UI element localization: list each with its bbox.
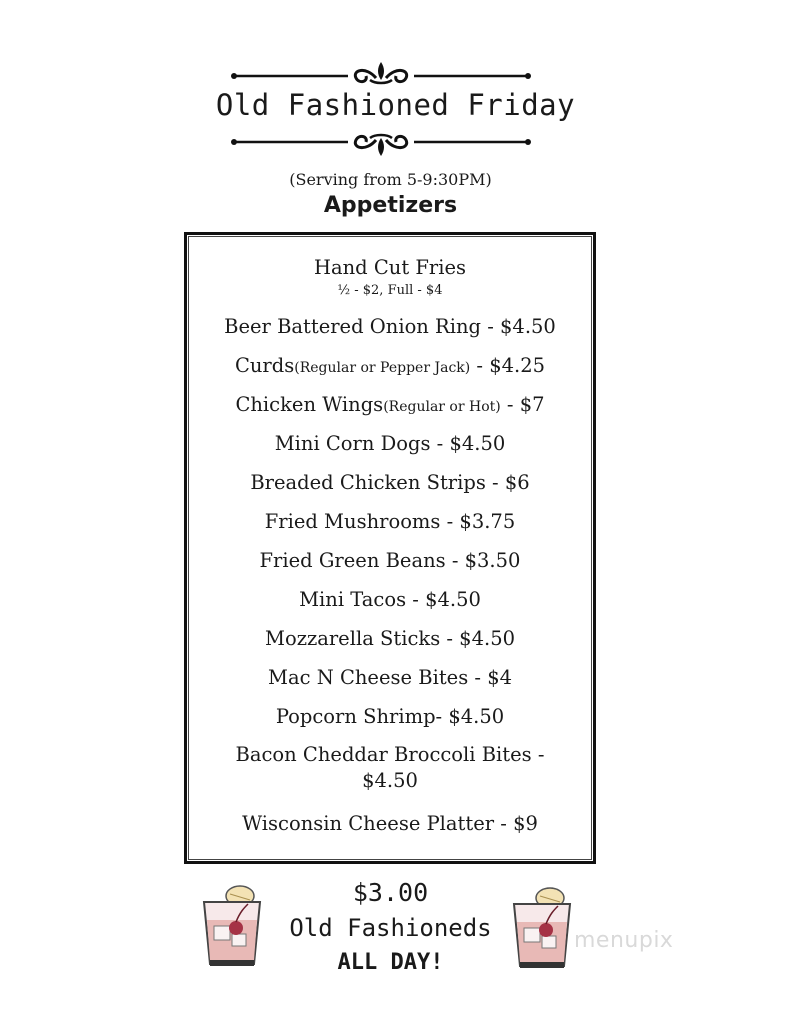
- menu-item-broccoli-bites-price: $4.50: [362, 769, 418, 792]
- menu-item-wings-note: (Regular or Hot): [383, 399, 501, 415]
- promo-price: $3.00: [352, 878, 429, 907]
- menu-item-curds-note: (Regular or Pepper Jack): [294, 360, 471, 376]
- old-fashioned-glass-icon: [506, 882, 578, 972]
- menu-item-fried-green-beans: Fried Green Beans - $3.50: [259, 549, 521, 572]
- menu-item-popcorn-shrimp: Popcorn Shrimp- $4.50: [275, 705, 505, 728]
- appetizer-menu-box: [184, 232, 596, 864]
- menu-item-cheese-platter: Wisconsin Cheese Platter - $9: [242, 812, 538, 835]
- menu-item-broccoli-bites: Bacon Cheddar Broccoli Bites -: [235, 743, 545, 766]
- watermark-text: menupix: [574, 928, 674, 953]
- top-scroll-ornament-icon: [230, 58, 532, 88]
- menu-item-curds-name: Curds: [234, 354, 295, 377]
- promo-all-day: ALL DAY!: [337, 950, 444, 975]
- menu-item-fried-mushrooms: Fried Mushrooms - $3.75: [264, 510, 516, 533]
- menu-item-curds-price: - $4.25: [470, 354, 546, 377]
- page-title: Old Fashioned Friday: [215, 88, 576, 122]
- menu-item-mini-tacos: Mini Tacos - $4.50: [299, 588, 481, 611]
- menu-item-chicken-strips: Breaded Chicken Strips - $6: [250, 471, 530, 494]
- section-title-appetizers: Appetizers: [323, 193, 458, 218]
- serving-hours: (Serving from 5-9:30PM): [289, 170, 492, 189]
- menu-item-wings-price: - $7: [500, 393, 545, 416]
- promo-name: Old Fashioneds: [289, 914, 492, 942]
- menu-item-mozzarella-sticks: Mozzarella Sticks - $4.50: [264, 627, 516, 650]
- menu-item-mini-corn-dogs: Mini Corn Dogs - $4.50: [274, 432, 506, 455]
- menu-item-wings-name: Chicken Wings: [235, 393, 384, 416]
- menu-item-hand-cut-fries: Hand Cut Fries: [313, 256, 467, 279]
- menu-item-curds: [187, 353, 593, 381]
- menu-item-mac-n-cheese-bites: Mac N Cheese Bites - $4: [267, 666, 513, 689]
- bottom-scroll-ornament-icon: [230, 130, 532, 160]
- menu-item-chicken-wings: [187, 392, 593, 420]
- menu-item-onion-ring: Beer Battered Onion Ring - $4.50: [224, 315, 556, 338]
- menu-item-hand-cut-fries-prices: ½ - $2, Full - $4: [337, 283, 443, 298]
